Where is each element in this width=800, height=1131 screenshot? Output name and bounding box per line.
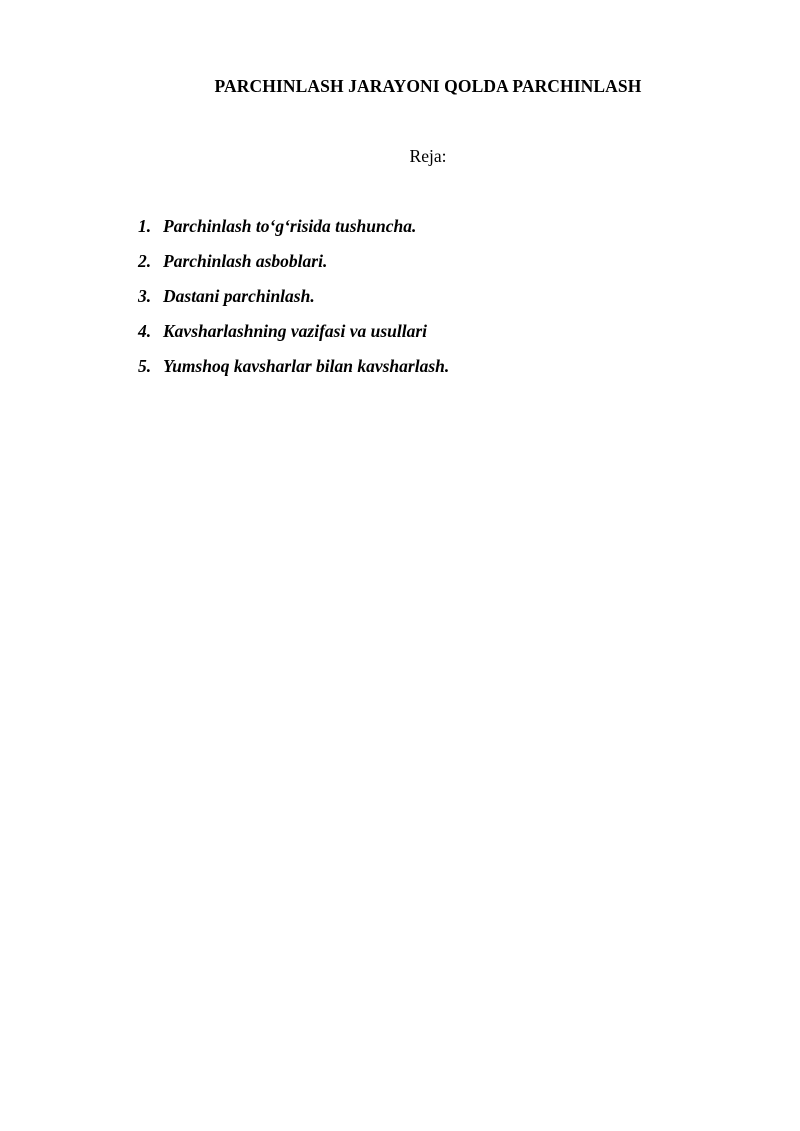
plan-item: [138, 354, 449, 389]
document-title: PARCHINLASH JARAYONI QOLDA PARCHINLASH: [214, 76, 642, 96]
plan-item-number: 3.: [138, 286, 152, 306]
plan-item-number: 1.: [138, 216, 152, 236]
plan-heading: Reja:: [409, 146, 447, 166]
plan-item-number: 4.: [138, 321, 152, 341]
plan-item-text: Parchinlash to‘g‘risida tushuncha.: [163, 216, 417, 236]
plan-item: [138, 249, 449, 284]
plan-item: [138, 284, 449, 319]
plan-item: [138, 319, 449, 354]
plan-item: [138, 214, 449, 249]
plan-item-text: Parchinlash asboblari.: [163, 251, 328, 271]
plan-item-text: Dastani parchinlash.: [163, 286, 315, 306]
plan-item-text: Yumshoq kavsharlar bilan kavsharlash.: [163, 356, 450, 376]
plan-item-text: Kavsharlashning vazifasi va usullari: [163, 321, 428, 341]
plan-list: [138, 214, 449, 389]
plan-item-number: 5.: [138, 356, 152, 376]
plan-item-number: 2.: [138, 251, 152, 271]
